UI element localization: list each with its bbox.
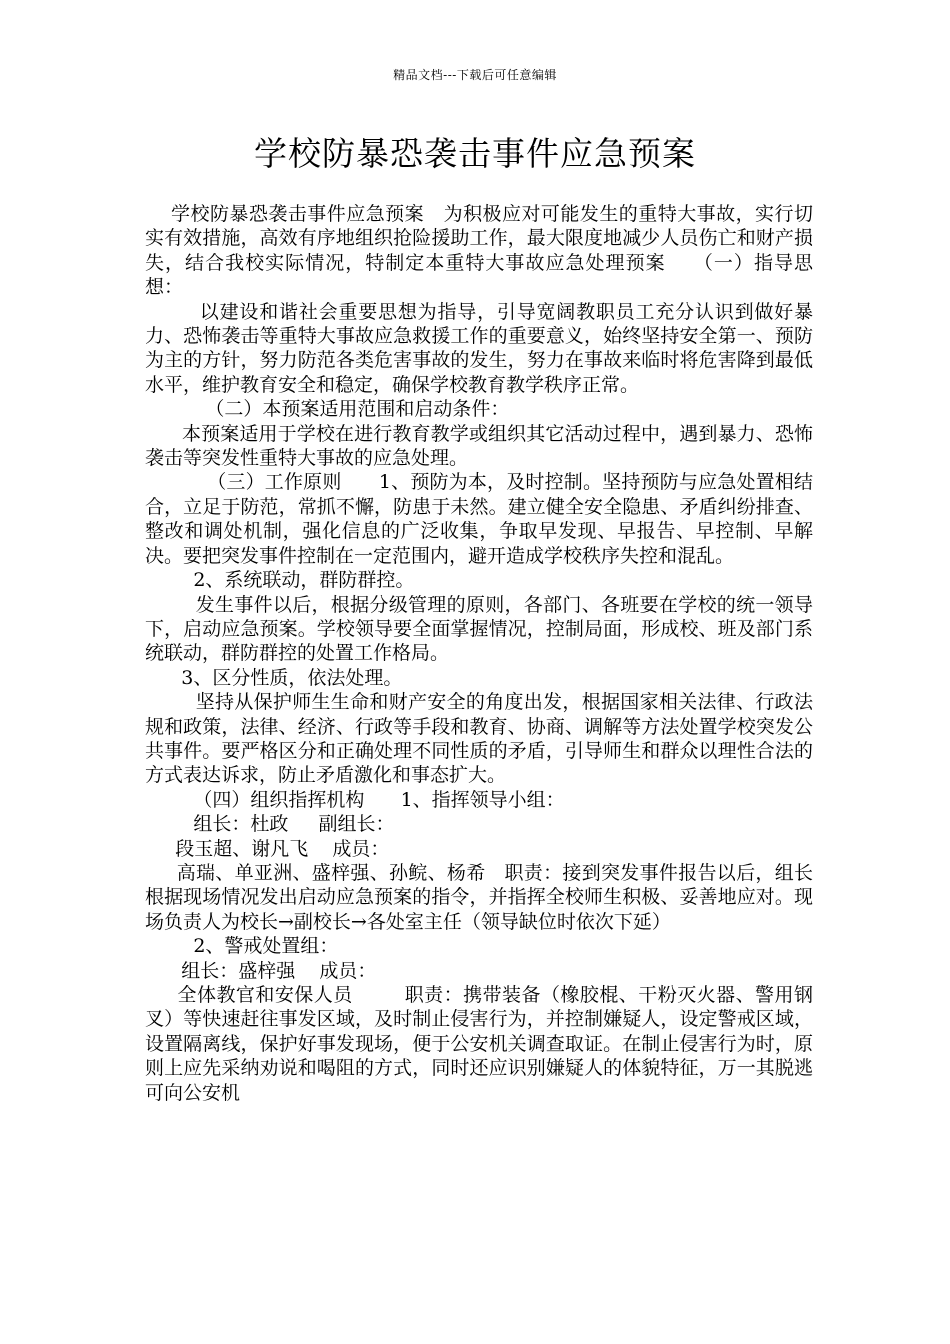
paragraph: 2、系统联动，群防群控。	[145, 569, 415, 592]
paragraph: 组长：盛梓强 成员：	[145, 959, 377, 982]
paragraph: （二）本预案适用范围和启动条件：	[145, 398, 510, 421]
paragraph: 发生事件以后，根据分级管理的原则，各部门、各班要在学校的统一领导下，启动应急预案。学校领导要全面掌握情况，控制局面，形成校、班及部门系统联动，群防群控的处置工作格局。	[145, 593, 813, 665]
paragraph: 3、区分性质，依法处理。	[145, 666, 403, 689]
paragraph: 段玉超、谢凡飞 成员：	[145, 837, 390, 860]
header-note: 精品文档---下载后可任意编辑	[393, 68, 557, 82]
document-title: 学校防暴恐袭击事件应急预案	[254, 134, 696, 173]
paragraph: 以建设和谐社会重要思想为指导，引导宽阔教职员工充分认识到做好暴力、恐怖袭击等重特大事故应急救援工作的重要意义，始终坚持安全第一、预防为主的方针，努力防范各类危害事故的发生，努力在事故来临时将危害降到最低水平，维护教育安全和稳定，确保学校教育教学秩序正常。	[145, 300, 813, 396]
paragraph: （四）组织指挥机构 1、指挥领导小组：	[145, 788, 565, 811]
paragraph: 学校防暴恐袭击事件应急预案 为积极应对可能发生的重特大事故，实行切实有效措施，高效有序地组织抢险援助工作，最大限度地减少人员伤亡和财产损失，结合我校实际情况，特制定本重特大事故应急处理预案 （一）指导思想：	[145, 203, 813, 299]
document-body	[145, 202, 813, 1105]
paragraph: 组长：杜政 副组长：	[145, 813, 395, 836]
paragraph: 全体教官和安保人员 职责：携带装备（橡胶棍、干粉灭火器、警用钢叉）等快速赶往事发区域，及时制止侵害行为，并控制嫌疑人，设定警戒区域，设置隔离线，保护好事发现场，便于公安机关调查取证。在制止侵害行为时，原则上应先采纳劝说和喝阻的方式，同时还应识别嫌疑人的体貌特征，万一其脱逃可向公安机	[145, 984, 813, 1104]
paragraph: 坚持从保护师生生命和财产安全的角度出发，根据国家相关法律、行政法规和政策，法律、经济、行政等手段和教育、协商、调解等方法处置学校突发公共事件。要严格区分和正确处理不同性质的矛盾，引导师生和群众以理性合法的方式表达诉求，防止矛盾激化和事态扩大。	[145, 691, 813, 787]
paragraph: （三）工作原则 1、预防为本，及时控制。坚持预防与应急处置相结合，立足于防范，常抓不懈，防患于未然。建立健全安全隐患、矛盾纠纷排查、整改和调处机制，强化信息的广泛收集，争取早发现、早报告、早控制、早解决。要把突发事件控制在一定范围内，避开造成学校秩序失控和混乱。	[145, 471, 813, 567]
paragraph: 2、警戒处置组：	[145, 935, 339, 958]
paragraph: 高瑞、单亚洲、盛梓强、孙鲩、杨希 职责：接到突发事件报告以后，组长根据现场情况发出启动应急预案的指令，并指挥全校师生积极、妥善地应对。现场负责人为校长→副校长→各处室主任（领导缺位时依次下延）	[145, 861, 813, 933]
paragraph: 本预案适用于学校在进行教育教学或组织其它活动过程中，遇到暴力、恐怖袭击等突发性重特大事故的应急处理。	[145, 422, 813, 470]
